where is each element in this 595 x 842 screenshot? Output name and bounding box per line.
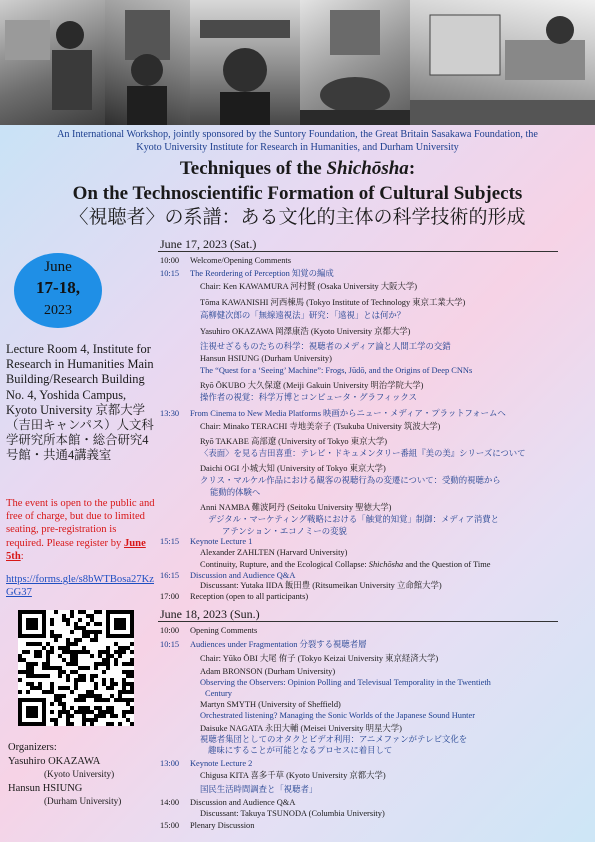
day1-rule (158, 251, 558, 252)
time: 10:15 (160, 269, 180, 278)
title-line-1-post: : (408, 158, 416, 179)
talk-title: Observing the Observers: Opinion Polling and Televisual Temporality in the Twentieth (200, 678, 491, 687)
talk-title-em: Shichōsha (368, 560, 404, 569)
speaker: Alexander ZAHLTEN (Harvard University) (200, 548, 348, 557)
date-badge (14, 253, 102, 328)
date-badge-year: 2023 (44, 303, 72, 318)
register-pre: Please register by (46, 537, 124, 549)
time: 10:00 (160, 626, 180, 635)
session-title: Plenary Discussion (190, 821, 255, 830)
session-title: Audiences under Fragmentation 分裂する視聴者層 (190, 640, 367, 649)
time: 13:30 (160, 409, 180, 418)
organizer-2-affiliation: (Durham University) (44, 796, 122, 806)
organizers-label: Organizers: (8, 742, 57, 753)
speaker: Tōma KAWANISHI 河西棟馬 (Tokyo Institute of Technology 東京工業大学) (200, 298, 466, 307)
day1-row-keynote-1 (160, 537, 252, 547)
discussant: Discussant: Yutaka IIDA 飯田豊 (Ritsumeikan University 立命館大学) (200, 581, 442, 590)
title-line-1-em: Shichōsha (326, 158, 409, 179)
day1-row-session-1 (160, 269, 334, 279)
talk-title-cont: Century (205, 689, 232, 698)
speaker: Yasuhiro OKAZAWA 岡澤康浩 (Kyoto University 京都大学) (200, 327, 411, 336)
photo-subject-head-mounted-camera (190, 0, 300, 125)
chair: Chair: Minako TERACHI 寺地美奈子 (Tsukuba University 筑波大学) (200, 422, 441, 431)
register-post: : (20, 550, 24, 562)
day1-header: June 17, 2023 (Sat.) (160, 237, 257, 251)
organizer-1-affiliation: (Kyoto University) (44, 769, 115, 779)
talk-title: 視聴者集団としてのオタクとビデオ利用：アニメファンがテレビ文化を (200, 735, 468, 744)
time: 10:15 (160, 640, 180, 649)
sponsor-statement (10, 128, 585, 154)
time: 10:00 (160, 256, 180, 265)
title-line-3-japanese: 〈視聴者〉の系譜：ある文化的主体の科学技術的形成 (69, 207, 526, 228)
discussant: Discussant: Takuya TSUNODA (Columbia University) (200, 809, 385, 818)
venue-text: Lecture Room 4, Institute for Research in Humanities Main Building/Research Building No. 4, Yoshida Campus, Kyoto University 京都大学（吉田キャンパス）人文科学研究所本館・総合研究4号館・共通4講義室 (6, 342, 154, 463)
time: 13:00 (160, 759, 180, 768)
speaker: Daisuke NAGATA 永田大輔 (Meisei University 明星大学) (200, 724, 402, 733)
day2-row-discussion (160, 798, 295, 808)
day1-row-reception (160, 592, 308, 602)
talk-title-cont: 能動的体験へ (210, 488, 261, 497)
talk-title-pre: Continuity, Rupture, and the Ecological Collapse: (200, 560, 369, 569)
day1-row-discussion (160, 571, 295, 581)
registration-qr-code[interactable] (18, 610, 134, 726)
title-line-2: On the Technoscientific Formation of Cultural Subjects (72, 183, 523, 204)
sponsor-line-2: Kyoto University Institute for Research in Humanities, and Durham University (136, 142, 459, 153)
talk-title: 操作者の視覚：科学万博とコンピュータ・グラフィックス (200, 393, 417, 402)
photo-laboratory-equipment (410, 0, 595, 125)
talk-title: クリス・マルケル作品における観客の視聴行為の変遷について：受動的視聴から (200, 476, 501, 485)
organizer-2-name: Hansun HSIUNG (8, 783, 83, 794)
photo-man-with-device (105, 0, 190, 125)
talk-title (200, 560, 490, 570)
day2-row-opening (160, 626, 257, 636)
speaker: Chigusa KITA 喜多千草 (Kyoto University 京都大学) (200, 771, 386, 780)
session-title: Welcome/Opening Comments (190, 256, 291, 265)
speaker: Hansun HSIUNG (Durham University) (200, 354, 332, 363)
day2-header: June 18, 2023 (Sun.) (160, 607, 260, 621)
talk-title: デジタル・マーケティング戦略における「触覚的知覚」制御：メディア消費と (208, 515, 499, 524)
session-title: Reception (open to all participants) (190, 592, 309, 601)
speaker: Ryō TAKABE 高部遼 (University of Tokyo 東京大学) (200, 437, 387, 446)
speaker: Anni NAMBA 難波阿丹 (Seitoku University 聖徳大学) (200, 503, 392, 512)
talk-title: 国民生活時間調査と「視聴者」 (200, 785, 318, 794)
session-title: From Cinema to New Media Platforms 映画からニュー・メディア・プラットフォームへ (190, 409, 506, 418)
date-badge-days: 17-18, (36, 278, 80, 297)
day2-rule (158, 621, 558, 622)
organizer-1-name: Yasuhiro OKAZAWA (8, 756, 101, 767)
photo-frog-experiment (300, 0, 410, 125)
chair: Chair: Yūko ŌBI 大尾 侑子 (Tokyo Keizai University 東京経済大学) (200, 654, 439, 663)
day1-row-opening (160, 256, 291, 266)
talk-title: 〈表面〉を見る吉田喜重：テレビ・ドキュメンタリー番組『美の美』シリーズについて (200, 449, 526, 458)
header-photo-strip (0, 0, 595, 125)
notice-text: The event is open to the public and free of charge, but due to limited seating, pre-registration is required. (6, 498, 155, 549)
day2-row-session-1 (160, 640, 367, 650)
talk-title: The “Quest for a ‘Seeing’ Machine”: Frogs, Jūdō, and the Origins of Deep CNNs (200, 366, 473, 375)
speaker: Ryō ŌKUBO 大久保遼 (Meiji Gakuin University 明治学院大学) (200, 381, 424, 390)
day2-row-keynote-2 (160, 759, 252, 769)
day2-row-plenary (160, 821, 254, 831)
sponsor-line-1: An International Workshop, jointly sponsored by the Suntory Foundation, the Great Britain Sasakawa Foundation, the (57, 129, 538, 140)
session-title: The Reordering of Perception 知覚の編成 (190, 269, 334, 278)
date-badge-month: June (44, 259, 72, 275)
session-title: Keynote Lecture 2 (190, 759, 253, 768)
register-date: June 5th (6, 537, 146, 562)
speaker: Daichi OGI 小城大知 (University of Tokyo 東京大学) (200, 464, 386, 473)
time: 15:15 (160, 537, 180, 546)
time: 16:15 (160, 571, 180, 580)
session-title: Opening Comments (190, 626, 258, 635)
speaker: Adam BRONSON (Durham University) (200, 667, 336, 676)
session-title: Discussion and Audience Q&A (190, 798, 296, 807)
title-line-1 (0, 158, 595, 180)
chair: Chair: Ken KAWAMURA 河村賢 (Osaka University 大阪大学) (200, 282, 418, 291)
time: 14:00 (160, 798, 180, 807)
title-line-1-pre: Techniques of the (179, 158, 327, 179)
session-title: Keynote Lecture 1 (190, 537, 253, 546)
session-title: Discussion and Audience Q&A (190, 571, 296, 580)
talk-title: 高柳健次郎の「無線遠視法」研究：「遠視」とは何か？ (200, 311, 406, 320)
talk-title-cont: アテンション・エコノミーの変貌 (222, 527, 347, 536)
day1-row-session-2 (160, 409, 506, 419)
talk-title: Orchestrated listening? Managing the Sonic Worlds of the Japanese Sound Hunter (200, 711, 476, 720)
talk-title-cont: 趣味にすることが可能となるプロセスに着目して (208, 746, 393, 755)
time: 17:00 (160, 592, 180, 601)
time: 15:00 (160, 821, 180, 830)
talk-title: 注視せざるものたちの科学：視聴者のメディア論と人間工学の交錯 (200, 342, 451, 351)
photo-woman-with-apparatus (0, 0, 105, 125)
registration-notice (6, 497, 156, 563)
registration-link[interactable]: https://forms.gle/s8bWTBosa27KzGG37 (6, 574, 155, 599)
talk-title-post: and the Question of Time (403, 560, 491, 569)
speaker: Martyn SMYTH (University of Sheffield) (200, 700, 341, 709)
